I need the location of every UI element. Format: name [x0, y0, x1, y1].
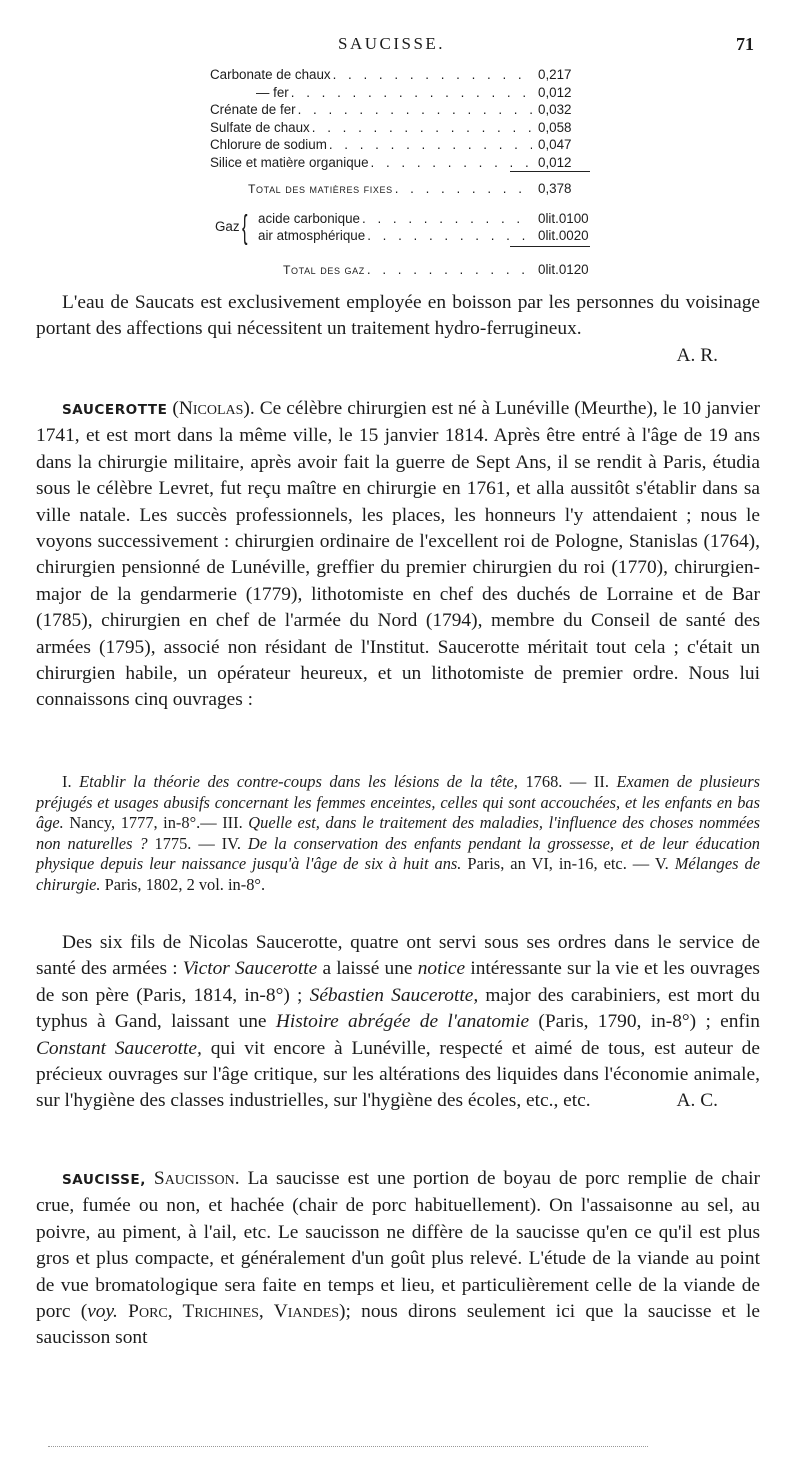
work-title: Mélanges de chirurgie. — [36, 854, 760, 894]
saucerotte-sons: Des six fils de Nicolas Saucerotte, quatre ont servi sous ses ordres dans le service de santé des armées : Victor Saucerotte a laissé une notice intéressante sur la vie et les ouvrages de son père (Paris, 1814, in-8°) ; Sébastien Saucerotte, major des carabiniers, est mort du typhus à Gand, laissant une Histoire abrégée de l'anatomie (Paris, 1790, in-8°) ; enfin Constant Saucerotte, qui vit encore à Lunéville, respecté et aimé de tous, est auteur de précieux ouvrages sur l'âge critique, sur les altérations des liquides dans l'économie animale, sur l'hygiène des classes industrielles, sur l'hygiène des écoles, etc., etc. A. C. — [36, 930, 760, 1115]
gas-group — [210, 207, 590, 246]
table-rule — [510, 246, 590, 247]
analysis-row: — fer . . . 0,012 — [210, 84, 590, 102]
analysis-row: Sulfate de chaux . . . 0,058 — [210, 119, 590, 137]
person-name: Victor Saucerotte — [182, 958, 318, 980]
saucats-paragraph — [36, 290, 760, 369]
signature: A. C. — [676, 1090, 718, 1112]
signature: A. R. — [676, 344, 718, 366]
work-title: Etablir la théorie des contre-coups dans les lésions de la tête, — [79, 772, 518, 791]
person-name: Sébastien Saucerotte, — [309, 984, 479, 1006]
entry-text: Ce célèbre chirurgien est né à Lunéville (Meurthe), le 10 janvier 1741, et est mort dans la même ville, le 15 janvier 1814. Après être entré à l'âge de 19 ans dans la chirurgie militaire, après avoir fait la guerre de Sept Ans, il se rendit à Paris, étudia sous le célèbre Levret, fut reçu maître en chirurgie en 1761, et alla aussitôt s'établir dans sa ville natale. Les succès professionnels, les places, les honneurs l'y attendaient ; nous le voyons successivement : chirurgien ordinaire de l'excellent roi de Pologne, Stanislas (1764), chirurgien pensionné de Lunéville, greffier du premier chirurgien du roi (1770), chirurgien-major de la gendarmerie (1779), lithotomiste en chef des duchés de Lorraine et de Bar (1785), chirurgien en chef de l'armée du Nord (1794), membre du Conseil de santé des armées (1795), associé non résidant de l'Institut. Saucerotte méritait tout cela ; c'était un chirurgien habile, un opérateur heureux, et un lithotomiste de premier ordre. Nous lui connaissons cinq ouvrages : — [36, 398, 760, 711]
entry-saucerotte — [36, 396, 760, 714]
running-head: SAUCISSE. — [338, 34, 446, 53]
work-title: Examen de plusieurs préjugés et usages abusifs concernant les femmes enceintes, celles qui sont accouchées, et les enfants en bas âge. — [36, 772, 760, 833]
gas-row: air atmosphérique . . . 0lit.0020 — [258, 227, 590, 245]
page-header — [0, 34, 800, 58]
total-fixed-row: Total des matières fixes . . . 0,378 — [248, 180, 590, 198]
analysis-row: Silice et matière organique . . . 0,012 — [210, 154, 590, 172]
entry-name: (Nicolas). — [172, 398, 255, 419]
entry-alt-name: Saucisson. — [153, 1168, 240, 1189]
person-name: Constant Saucerotte, — [36, 1037, 202, 1059]
analysis-row: Chlorure de sodium . . . 0,047 — [210, 136, 590, 154]
gas-label: Gaz — [215, 218, 240, 234]
entry-headword: SAUCISSE, — [62, 1172, 146, 1188]
entry-saucisse: SAUCISSE, Saucisson. La saucisse est une portion de boyau de porc remplie de chair crue, fumée ou non, et hachée (chair de porc habituellement). On l'assaisonne au sel, au poivre, au piment, à l'ail, etc. Le saucisson ne diffère de la saucisse qu'en ce qu'il est plus gros et plus compacte, et généralement d'un goût plus relevé. L'étude de la viande au point de vue bromatologique sera faite en temps et lieu, et particulièrement celle de la viande de porc (voy. Porc, Trichines, Viandes); nous dirons seulement ici que la saucisse et le saucisson sont — [36, 1168, 760, 1349]
total-gas-row: Total des gaz . . . 0lit.0120 — [283, 261, 590, 279]
cross-references: Porc, Trichines, Viandes — [128, 1301, 340, 1323]
brace-glyph: { — [242, 207, 248, 245]
book-title: Histoire abrégée de l'anatomie — [275, 1011, 530, 1033]
bibliography: I. Etablir la théorie des contre-coups dans les lésions de la tête, 1768. — II. Examen de plusieurs préjugés et usages abusifs concernant les femmes enceintes, celles qui sont accouchées, et les enfants en bas âge. Nancy, 1777, in-8°.— III. Quelle est, dans le traitement des maladies, l'influence des choses nommées non naturelles ? 1775. — IV. De la conservation des enfants pendant la grossesse, et de leur éducation physique depuis leur naissance jusqu'à l'âge de six à huit ans. Paris, an VI, in-16, etc. — V. Mélanges de chirurgie. Paris, 1802, 2 vol. in-8°. — [36, 772, 760, 894]
table-rule — [510, 171, 590, 172]
page-number: 71 — [736, 34, 754, 54]
saucats-text: L'eau de Saucats est exclusivement employée en boisson par les personnes du voisinage portant des affections qui nécessitent un traitement hydro-ferrugineux. — [36, 292, 760, 340]
analysis-row: Carbonate de chaux . . . 0,217 — [210, 66, 590, 84]
bottom-margin-marks — [48, 1446, 648, 1452]
work-title: De la conservation des enfants pendant la grossesse, et de leur éducation physique depuis leur naissance jusqu'à l'âge de six à huit ans. — [36, 833, 760, 874]
entry-headword: SAUCEROTTE — [62, 402, 168, 418]
analysis-table — [210, 66, 590, 278]
work-title: Quelle est, dans le traitement des maladies, l'influence des choses nommées non naturelles ? — [36, 813, 760, 853]
analysis-row: Crénate de fer . . . 0,032 — [210, 101, 590, 119]
gas-row: acide carbonique . . . 0lit.0100 — [258, 210, 590, 228]
